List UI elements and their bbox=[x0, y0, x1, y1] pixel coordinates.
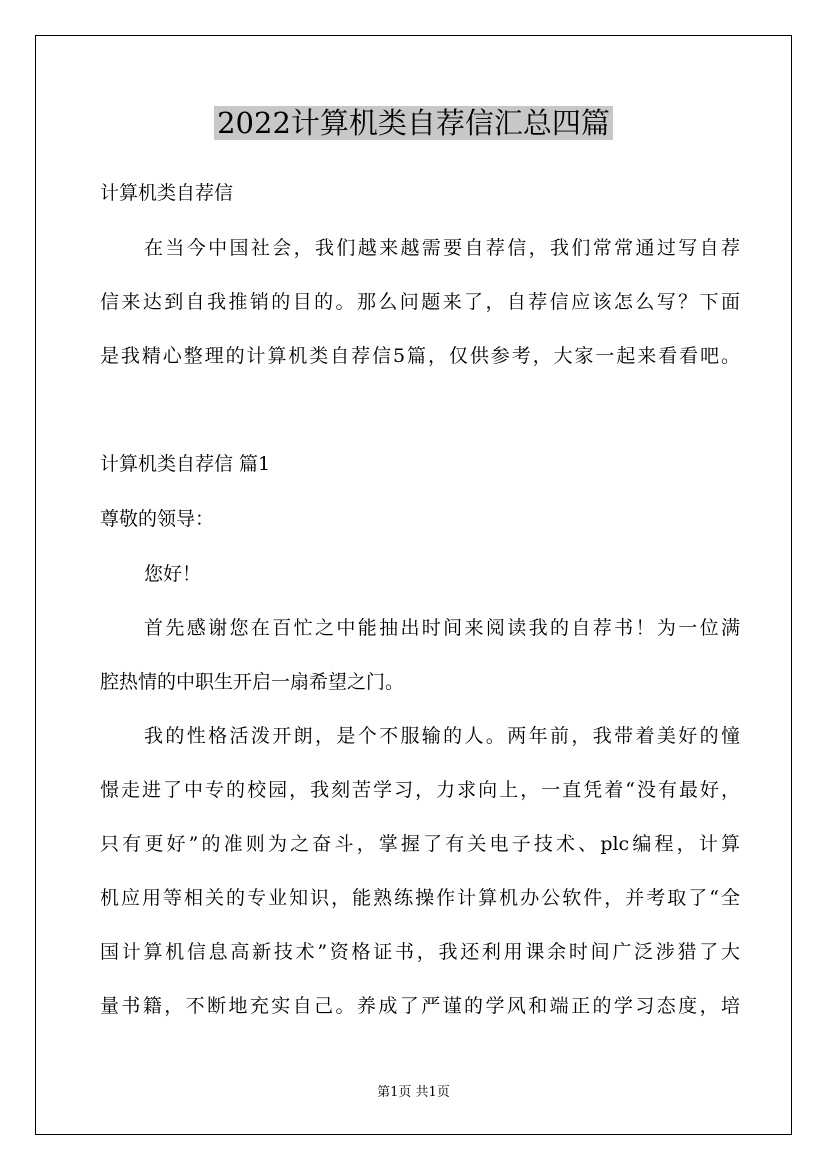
section-heading: 计算机类自荐信 bbox=[100, 182, 234, 204]
paragraph2-line-4: 机应用等相关的专业知识，能熟练操作计算机办公软件，并考取了“全 bbox=[100, 887, 740, 909]
paragraph2-line-3: 只有更好”的准则为之奋斗，掌握了有关电子技术、plc编程，计算 bbox=[100, 833, 740, 855]
paragraph2-line-5: 国计算机信息高新技术”资格证书，我还利用课余时间广泛涉猎了大 bbox=[100, 941, 740, 963]
paragraph1-line-1: 首先感谢您在百忙之中能抽出时间来阅读我的自荐书！为一位满 bbox=[144, 617, 740, 639]
intro-line-3: 是我精心整理的计算机类自荐信5篇，仅供参考，大家一起来看看吧。 bbox=[100, 345, 740, 367]
paragraph2-line-6: 量书籍，不断地充实自己。养成了严谨的学风和端正的学习态度，培 bbox=[100, 995, 740, 1017]
salutation: 尊敬的领导： bbox=[100, 508, 215, 530]
intro-line-2: 信来达到自我推销的目的。那么问题来了，自荐信应该怎么写？下面 bbox=[100, 291, 740, 313]
letter-heading: 计算机类自荐信 篇1 bbox=[100, 453, 271, 475]
intro-line-1: 在当今中国社会，我们越来越需要自荐信，我们常常通过写自荐 bbox=[144, 237, 740, 259]
paragraph2-line-1: 我的性格活泼开朗，是个不服输的人。两年前，我带着美好的憧 bbox=[144, 725, 740, 747]
paragraph2-line-2: 憬走进了中专的校园，我刻苦学习，力求向上，一直凭着“没有最好， bbox=[100, 779, 740, 801]
paragraph1-line-2: 腔热情的中职生开启一扇希望之门。 bbox=[100, 671, 405, 693]
page-footer: 第1页 共1页 bbox=[377, 1085, 450, 1100]
greeting: 您好！ bbox=[144, 563, 202, 585]
document-title bbox=[0, 100, 827, 146]
document-title-text: 2022计算机类自荐信汇总四篇 bbox=[214, 106, 613, 140]
